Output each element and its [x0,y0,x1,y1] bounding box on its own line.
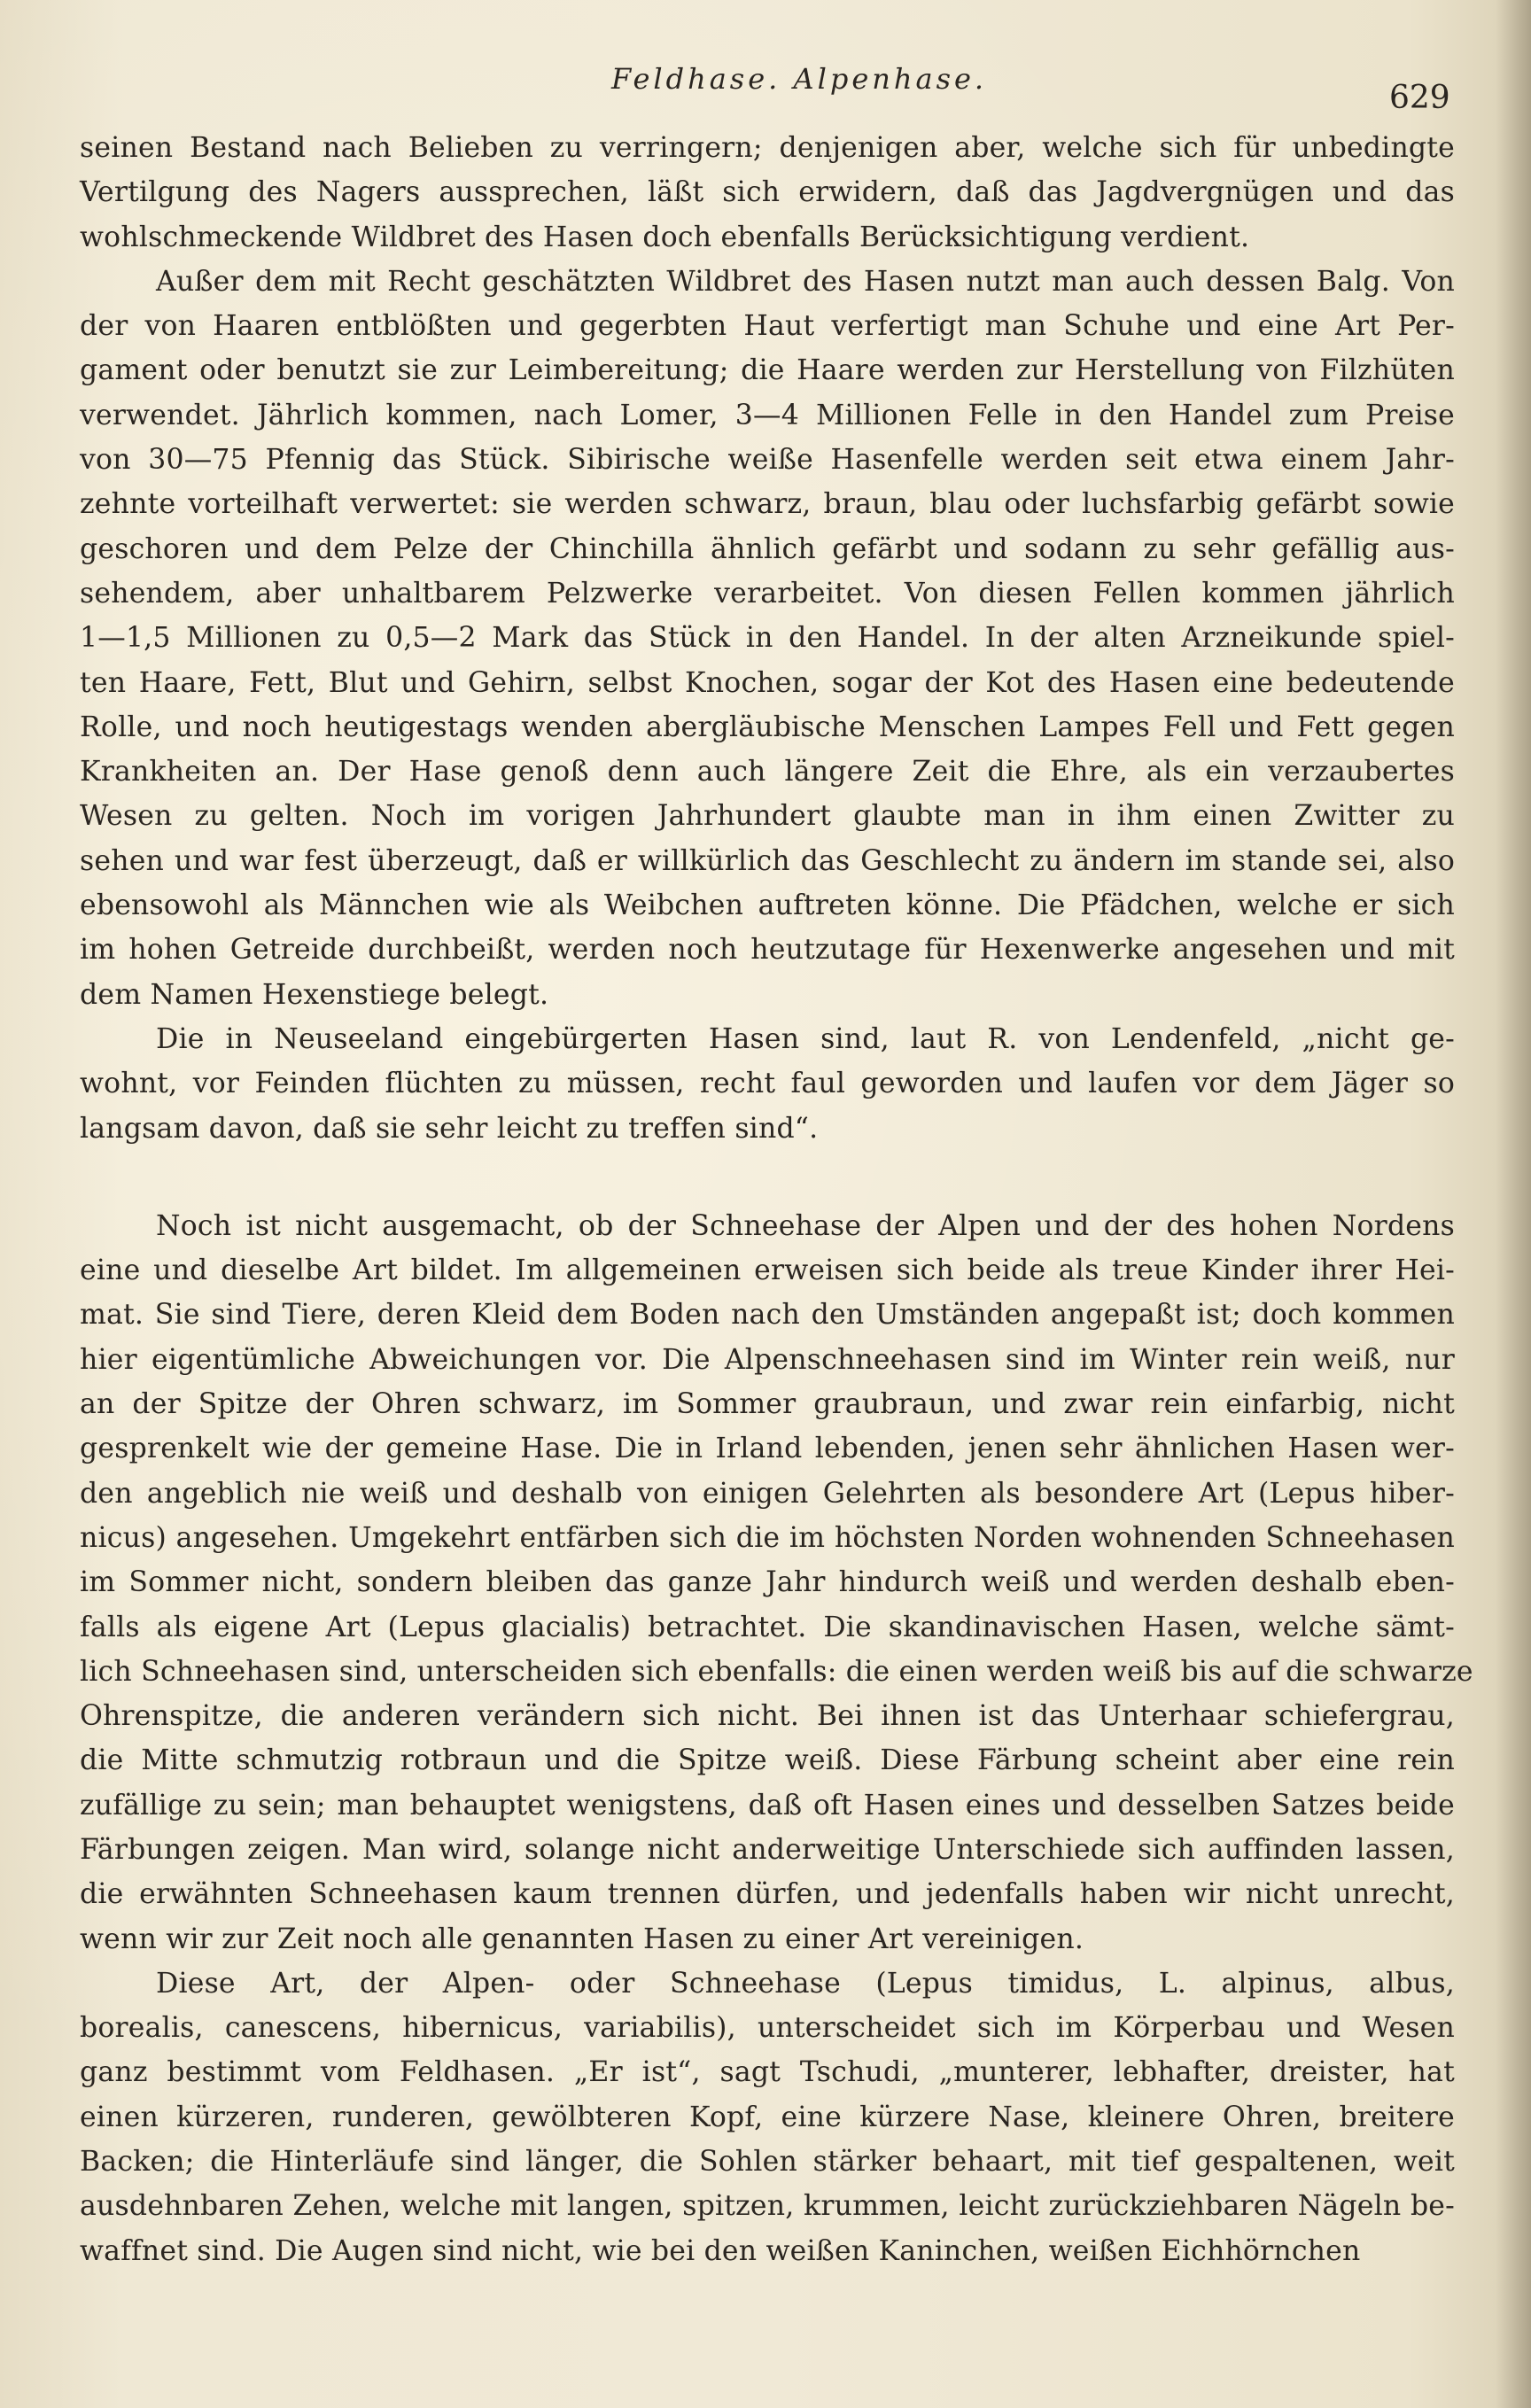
text-line: im Sommer nicht, sondern bleiben das ganze Jahr hindurch weiß und werden deshalb eben- [80,1566,1455,1599]
text-line: die erwähnten Schneehasen kaum trennen dürfen, und jedenfalls haben wir nicht unrecht, [80,1878,1455,1911]
text-line: hier eigentümliche Abweichungen vor. Die Alpenschneehasen sind im Winter rein weiß, nur [80,1343,1455,1376]
body-text [80,126,1473,2273]
text-line: wohnt, vor Feinden flüchten zu müssen, recht faul geworden und laufen vor dem Jäger so [80,1068,1455,1100]
text-line: nicus) angesehen. Umgekehrt entfärben sich die im höchsten Norden wohnenden Schneehasen [80,1521,1455,1554]
text-line: den angeblich nie weiß und deshalb von einigen Gelehrten als besondere Art (Lepus hiber- [80,1477,1455,1510]
text-line: zufällige zu sein; man behauptet wenigstens, daß oft Hasen eines und desselben Satzes beide [80,1789,1455,1822]
text-line: Noch ist nicht ausgemacht, ob der Schneehase der Alpen und der des hohen Nordens [156,1209,1455,1242]
paragraph [80,1204,1473,1961]
text-line: 1—1,5 Millionen zu 0,5—2 Mark das Stück in den Handel. In der alten Arzneikunde spiel- [80,622,1455,655]
text-line: Rolle, und noch heutigestags wenden abergläubische Menschen Lampes Fell und Fett gegen [80,711,1455,743]
text-line: gesprenkelt wie der gemeine Hase. Die in Irland lebenden, jenen sehr ähnlichen Hasen wer- [80,1433,1455,1465]
text-line: Die in Neuseeland eingebürgerten Hasen sind, laut R. von Lendenfeld, „nicht ge- [156,1022,1455,1055]
text-line: sehendem, aber unhaltbarem Pelzwerke verarbeitet. Von diesen Fellen kommen jährlich [80,577,1455,610]
text-line: von 30—75 Pfennig das Stück. Sibirische weiße Hasenfelle werden seit etwa einem Jahr- [80,444,1455,477]
text-line: eine und dieselbe Art bildet. Im allgemeinen erweisen sich beide als treue Kinder ihrer Hei- [80,1254,1455,1287]
text-line: die Mitte schmutzig rotbraun und die Spitze weiß. Diese Färbung scheint aber eine rein [80,1744,1455,1777]
text-line: seinen Bestand nach Belieben zu verringern; denjenigen aber, welche sich für unbedingte [80,132,1455,164]
paragraph [80,1961,1455,2273]
text-line: wenn wir zur Zeit noch alle genannten Hasen zu einer Art vereinigen. [80,1923,1084,1955]
text-line: Ohrenspitze, die anderen verändern sich nicht. Bei ihnen ist das Unterhaar schiefergrau, [80,1700,1455,1733]
text-line: ebensowohl als Männchen wie als Weibchen auftreten könne. Die Pfädchen, welche er sich [80,889,1455,922]
text-line: ausdehnbaren Zehen, welche mit langen, spitzen, krummen, leicht zurückziehbaren Nägeln be- [80,2190,1455,2223]
text-line: borealis, canescens, hibernicus, variabilis), unterscheidet sich im Körperbau und Wesen [80,2012,1455,2045]
text-line: Backen; die Hinterläufe sind länger, die Sohlen stärker behaart, mit tief gespaltenen, weit [80,2146,1455,2179]
text-line: der von Haaren entblößten und gegerbten Haut verfertigt man Schuhe und eine Art Per- [80,310,1455,343]
text-line: Krankheiten an. Der Hase genoß denn auch längere Zeit die Ehre, als ein verzaubertes [80,756,1455,788]
page-number: 629 [1389,80,1450,116]
text-line: langsam davon, daß sie sehr leicht zu treffen sind“. [80,1112,819,1145]
section-gap [80,1151,1455,1204]
text-line: an der Spitze der Ohren schwarz, im Sommer graubraun, und zwar rein einfarbig, nicht [80,1388,1455,1421]
paragraph [80,1017,1455,1151]
text-line: verwendet. Jährlich kommen, nach Lomer, 3—4 Millionen Felle in den Handel zum Preise [80,399,1455,431]
text-line: geschoren und dem Pelze der Chinchilla ähnlich gefärbt und sodann zu sehr gefällig aus- [80,532,1455,565]
text-line: dem Namen Hexenstiege belegt. [80,978,549,1011]
text-line: Vertilgung des Nagers aussprechen, läßt sich erwidern, daß das Jagdvergnügen und das [80,176,1455,209]
text-line: mat. Sie sind Tiere, deren Kleid dem Boden nach den Umständen angepaßt ist; doch kommen [80,1299,1455,1332]
text-line: Wesen zu gelten. Noch im vorigen Jahrhundert glaubte man in ihm einen Zwitter zu [80,800,1455,833]
text-line: lich Schneehasen sind, unterscheiden sich ebenfalls: die einen werden weiß bis auf die schwarze [80,1655,1473,1688]
text-line: sehen und war fest überzeugt, daß er willkürlich das Geschlecht zu ändern im stande sei, also [80,844,1455,877]
text-line: ten Haare, Fett, Blut und Gehirn, selbst Knochen, sogar der Kot des Hasen eine bedeutende [80,666,1455,699]
text-line: einen kürzeren, runderen, gewölbteren Kopf, eine kürzere Nase, kleinere Ohren, breitere [80,2101,1455,2133]
page-edge-shadow [1496,0,1531,2408]
text-line: Färbungen zeigen. Man wird, solange nicht anderweitige Unterschiede sich auffinden lassen, [80,1833,1455,1866]
text-line: zehnte vorteilhaft verwertet: sie werden schwarz, braun, blau oder luchsfarbig gefärbt sowie [80,488,1455,521]
paragraph [80,126,1455,260]
running-head: Feldhase. Alpenhase. [611,62,988,96]
text-line: Außer dem mit Recht geschätzten Wildbret des Hasen nutzt man auch dessen Balg. Von [156,265,1455,298]
text-line: gament oder benutzt sie zur Leimbereitung; die Haare werden zur Herstellung von Filzhüten [80,354,1455,387]
text-line: Diese Art, der Alpen- oder Schneehase (Lepus timidus, L. alpinus, albus, [156,1967,1455,2000]
text-line: waffnet sind. Die Augen sind nicht, wie bei den weißen Kaninchen, weißen Eichhörnchen [80,2234,1361,2267]
paragraph [80,260,1455,1017]
text-line: falls als eigene Art (Lepus glacialis) betrachtet. Die skandinavischen Hasen, welche sämt- [80,1611,1455,1643]
text-line: im hohen Getreide durchbeißt, werden noch heutzutage für Hexenwerke angesehen und mit [80,934,1455,967]
text-line: wohlschmeckende Wildbret des Hasen doch ebenfalls Berücksichtigung verdient. [80,221,1250,253]
text-line: ganz bestimmt vom Feldhasen. „Er ist“, sagt Tschudi, „munterer, lebhafter, dreister, hat [80,2056,1455,2089]
